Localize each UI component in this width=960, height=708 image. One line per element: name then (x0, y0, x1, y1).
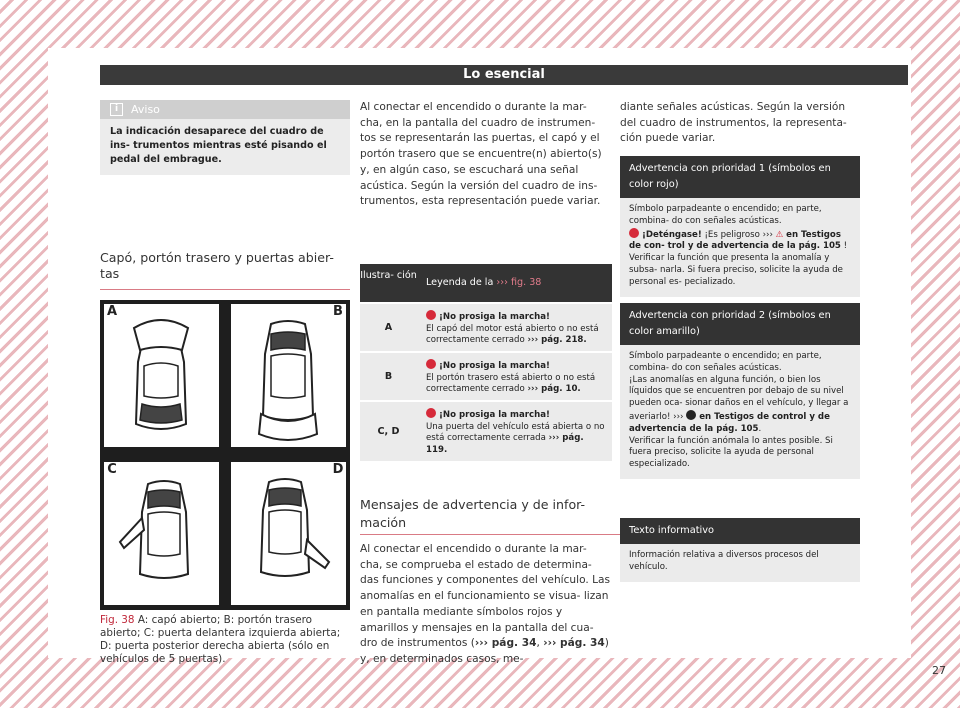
text: Símbolo parpadeante o encendido; en parte, combina- do con señales acústicas. (629, 204, 822, 226)
text: , (536, 637, 544, 650)
section-header: Lo esencial (100, 65, 908, 85)
text: Símbolo parpadeante o encendido; en parte, combina- do con señales acústicas. (629, 351, 822, 373)
page-content (48, 48, 946, 677)
car-front-left-door-open-illustration (104, 462, 219, 605)
paragraph (360, 542, 612, 668)
row-id: B (384, 371, 393, 382)
box-body (620, 345, 860, 479)
table-header (360, 264, 612, 302)
caption-label: Fig. 38 (100, 614, 135, 626)
info-text-box (620, 518, 860, 582)
section-title-hood (100, 250, 350, 282)
figure-code: B5F-0604 (315, 600, 344, 607)
row-id: C, D (377, 426, 400, 437)
text: ¡Deténgase! (642, 229, 702, 240)
note-text: La indicación desaparece del cuadro de ins- trumentos mientras esté pisando el pedal del embrague. (110, 126, 327, 165)
figure-38 (100, 300, 350, 610)
warning-circle-icon (686, 410, 696, 420)
figure-caption (100, 614, 350, 666)
stop-warning-icon (426, 408, 436, 418)
info-icon: i (110, 103, 123, 116)
car-rear-right-door-open-illustration (231, 462, 346, 605)
row-desc: Una puerta del vehículo está abierta o no está correctamente cerrada (426, 421, 605, 443)
row-text (417, 402, 612, 461)
text: Verificar la función que presenta la anomalía y subsa- narla. Si fuera preciso, solicite la ayuda de personal es- pecializado. (629, 253, 843, 287)
note-box (100, 100, 350, 175)
box-title: Texto informativo (620, 518, 860, 544)
caption-text: A: capó abierto; B: portón trasero abierto; C: puerta delantera izquierda abierta; D: puerta posterior derecha abierta (sólo en vehículos de 5 puertas). (100, 614, 341, 665)
column-header (417, 264, 612, 302)
section-title-warnings (360, 496, 612, 532)
page-link[interactable]: ››› pág. 34 (474, 637, 537, 650)
title-line: mación (360, 515, 407, 530)
title-line: tas (100, 266, 120, 281)
text: ¡Es peligroso ››› (701, 229, 776, 240)
panel-label: D (330, 462, 346, 478)
panel-b (231, 304, 346, 447)
row-text (417, 353, 612, 400)
note-header (100, 100, 350, 119)
box-body (620, 198, 860, 297)
panel-d (231, 462, 346, 605)
text: . (758, 423, 762, 434)
row-title: ¡No prosiga la marcha! (439, 410, 550, 420)
text: ! (840, 241, 848, 252)
title-line: Capó, portón trasero y puertas abier- (100, 250, 334, 265)
table-row (360, 353, 612, 400)
column-middle (360, 100, 612, 665)
page-number: 27 (932, 664, 946, 677)
row-title: ¡No prosiga la marcha! (439, 361, 550, 371)
column-right (620, 100, 860, 660)
row-desc: El capó del motor está abierto o no está correctamente cerrado (426, 323, 599, 345)
stop-warning-icon (426, 310, 436, 320)
row-text (417, 304, 612, 351)
legend-table (360, 264, 612, 461)
car-tailgate-open-illustration (231, 304, 346, 447)
page-link[interactable]: en Testigos de con- trol y de advertencia de la pág. 105 (629, 229, 841, 252)
note-label: Aviso (131, 103, 160, 116)
divider (100, 289, 350, 290)
column-header: Ilustra- ción (360, 270, 417, 281)
table-row (360, 402, 612, 461)
stop-warning-icon (629, 228, 639, 238)
row-desc: El portón trasero está abierto o no está correctamente cerrado (426, 372, 596, 394)
page-link[interactable]: ››› pág. 34 (543, 637, 605, 650)
page-link[interactable]: ››› pág. 119. (426, 433, 584, 455)
box-body: Información relativa a diversos procesos del vehículo. (620, 544, 860, 582)
panel-a (104, 304, 219, 447)
header-text: Leyenda de la (426, 277, 497, 288)
panel-label: A (104, 304, 120, 320)
row-title: ¡No prosiga la marcha! (439, 312, 550, 322)
divider (360, 534, 650, 535)
panel-label: B (330, 304, 346, 320)
row-id: A (384, 322, 393, 333)
table-row (360, 304, 612, 351)
box-title: Advertencia con prioridad 2 (símbolos en color amarillo) (620, 303, 860, 345)
text: Al conectar el encendido o durante la mar- cha, se comprueba el estado de determina- das funciones y componentes del vehículo. Las anomalías en el funcionamiento se visua- lizan en pantalla mediante símbolos rojos y amarillos y mensajes en la pantalla del cua- dro de instrumentos ( (360, 543, 611, 650)
paragraph: diante señales acústicas. Según la versión del cuadro de instrumentos, la representa- ción puede variar. (620, 101, 847, 145)
priority2-box (620, 303, 860, 479)
paragraph: Al conectar el encendido o durante la mar- cha, en la pantalla del cuadro de instrumen- tos se representarán las puertas, el capó y el portón trasero que se encuentre(n) abierto(s) y, en algún caso, se escuchará una señal acústica. Según la versión del cuadro de ins- trumentos, esta representación puede variar. (360, 101, 602, 208)
page-link[interactable]: en Testigos de control y de advertencia de la pág. 105 (629, 411, 830, 434)
warning-triangle-icon: ⚠ (775, 229, 784, 240)
panel-c (104, 462, 219, 605)
stop-warning-icon (426, 359, 436, 369)
text: ¡Las anomalías en alguna función, o bien los líquidos que se encuentren por debajo de su nivel pueden oca- sionar daños en el vehículo, y llegar a averiarlo! ››› (629, 374, 849, 422)
page-link[interactable]: ››› pág. 10. (527, 384, 581, 394)
car-hood-open-illustration (104, 304, 219, 447)
priority1-box (620, 156, 860, 297)
text: Verificar la función anómala lo antes posible. Si fuera preciso, solicite la ayuda de personal especializado. (629, 435, 833, 470)
text: ) y, en determinados casos, me- (360, 637, 609, 665)
figure-link[interactable]: ››› fig. 38 (496, 277, 542, 288)
column-left (100, 100, 350, 665)
box-title: Advertencia con prioridad 1 (símbolos en color rojo) (620, 156, 860, 198)
title-line: Mensajes de advertencia y de infor- (360, 497, 586, 512)
page-link[interactable]: ››› pág. 218. (527, 335, 587, 345)
panel-label: C (104, 462, 120, 478)
